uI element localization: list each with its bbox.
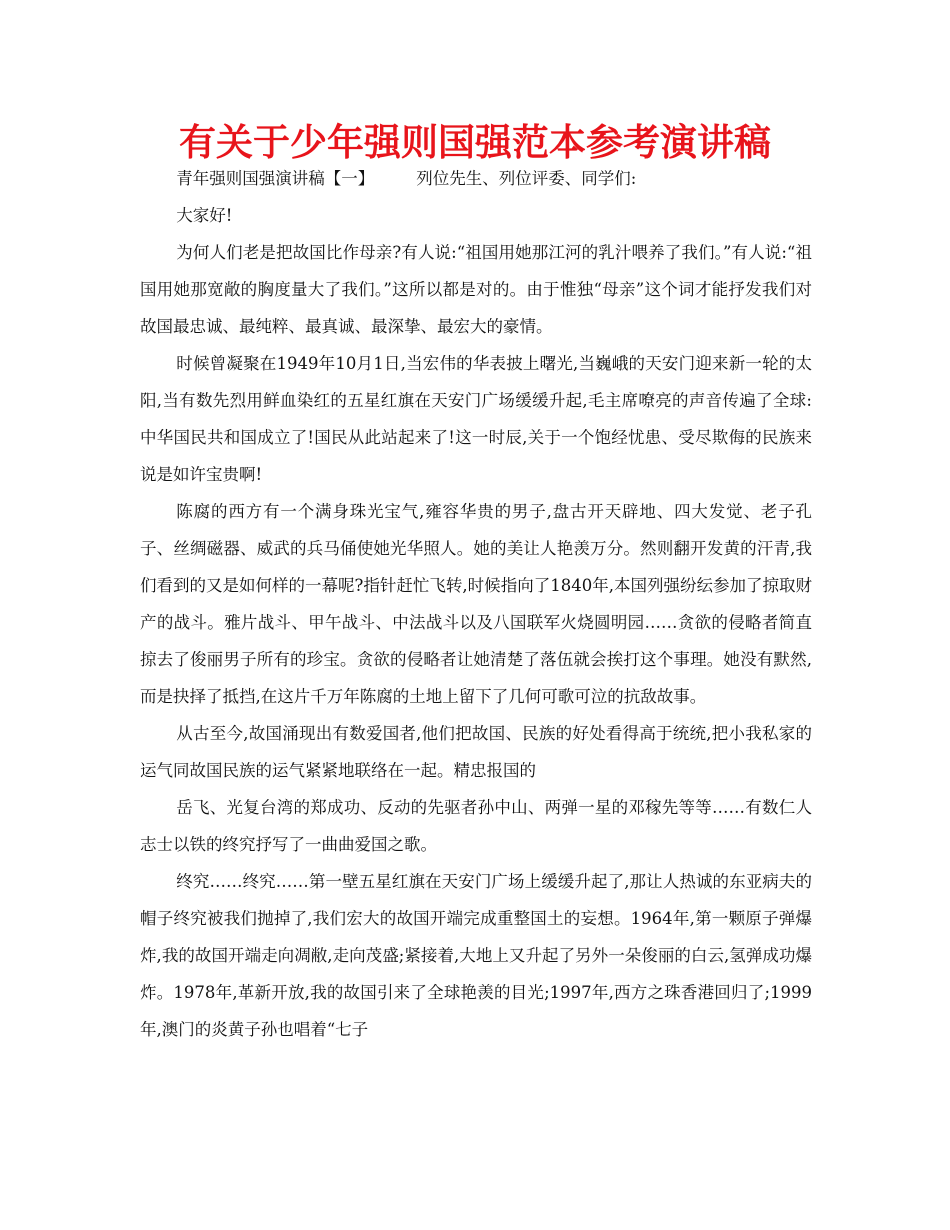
body-paragraph: 陈腐的西方有一个满身珠光宝气,雍容华贵的男子,盘古开天辟地、四大发觉、老子孔子、丝绸磁器、威武的兵马俑使她光华照人。她的美让人艳羡万分。然则翻开发黄的汗青,我们看到的又是如何样的一幕呢?指针赶忙飞转,时候指向了1840年,本国列强纷纭参加了掠取财产的战斗。雅片战斗、甲午战斗、中法战斗以及八国联军火烧圆明园……贪欲的侵略者简直掠去了俊丽男子所有的珍宝。贪欲的侵略者让她清楚了落伍就会挨打这个事理。她没有默然,而是抉择了抵挡,在这片千万年陈腐的土地上留下了几何可歌可泣的抗敌故事。 xyxy=(140,502,812,706)
body-paragraph: 终究……终究……第一壁五星红旗在天安门广场上缓缓升起了,那让人热诚的东亚病夫的帽子终究被我们抛掉了,我们宏大的故国开端完成重整国土的妄想。1964年,第一颗原子弹爆炸,我的故国开端走向凋敝,走向茂盛;紧接着,大地上又升起了另外一朵俊丽的白云,氢弹成功爆炸。1978年,革新开放,我的故国引来了全球艳羡的目光;1997年,西方之珠香港回归了;1999年,澳门的炎黄子孙也唱着“七子 xyxy=(140,872,812,1039)
intro-paragraph: 青年强则国强演讲稿【一】 列位先生、列位评委、同学们: xyxy=(176,169,637,188)
document-body xyxy=(140,160,812,1048)
body-paragraph: 为何人们老是把故国比作母亲?有人说:“祖国用她那江河的乳汁喂养了我们。”有人说:“祖国用她那宽敞的胸度量大了我们。”这所以都是对的。由于惟独“母亲”这个词才能抒发我们对故国最忠诚、最纯粹、最真诚、最深挚、最宏大的豪情。 xyxy=(140,243,812,336)
greeting-paragraph: 大家好! xyxy=(176,206,233,225)
body-paragraph: 岳飞、光复台湾的郑成功、反动的先驱者孙中山、两弹一星的邓稼先等等……有数仁人志士以铁的终究抒写了一曲曲爱国之歌。 xyxy=(140,798,812,854)
document-title: 有关于少年强则国强范本参考演讲稿 xyxy=(179,121,771,164)
body-paragraph: 从古至今,故国涌现出有数爱国者,他们把故国、民族的好处看得高于统统,把小我私家的运气同故国民族的运气紧紧地联络在一起。精忠报国的 xyxy=(140,724,812,780)
body-paragraph: 时候曾凝聚在1949年10月1日,当宏伟的华表披上曙光,当巍峨的天安门迎来新一轮的太阳,当有数先烈用鲜血染红的五星红旗在天安门广场缓缓升起,毛主席嘹亮的声音传遍了全球:中华国民共和国成立了!国民从此站起来了!这一时辰,关于一个饱经忧患、受尽欺侮的民族来说是如许宝贵啊! xyxy=(140,354,812,484)
